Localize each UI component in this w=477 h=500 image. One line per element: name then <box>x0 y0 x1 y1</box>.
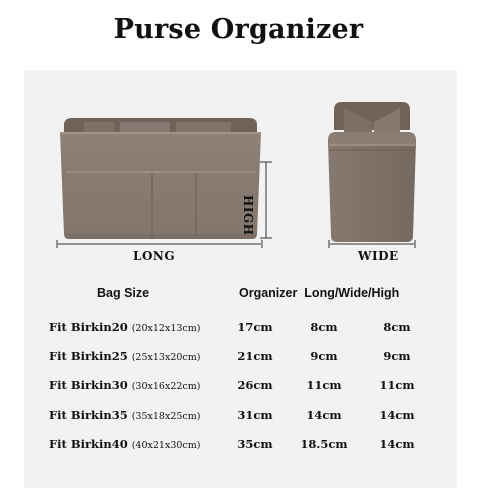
organizer-wide: 11cm <box>306 378 342 392</box>
organizer-wide: 18.5cm <box>300 437 348 451</box>
organizer-long: 17cm <box>237 320 273 334</box>
table-row <box>24 437 457 457</box>
organizer-wide: 8cm <box>310 320 338 334</box>
organizer-high: 14cm <box>379 437 415 451</box>
table-row <box>24 320 457 340</box>
table-row <box>24 349 457 369</box>
organizer-high: 8cm <box>383 320 411 334</box>
organizer-wide: 14cm <box>306 408 342 422</box>
organizer-high: 11cm <box>379 378 415 392</box>
wide-organizer-image <box>328 102 416 248</box>
organizer-long: 35cm <box>237 437 273 451</box>
page-title: Purse Organizer <box>113 14 364 45</box>
organizer-long: 21cm <box>237 349 273 363</box>
bag-name: Fit Birkin20 (20x12x13cm) <box>49 320 201 334</box>
organizer-wide: 9cm <box>310 349 338 363</box>
bag-name: Fit Birkin40 (40x21x30cm) <box>49 437 201 451</box>
bag-dimensions: (25x13x20cm) <box>131 352 201 363</box>
bag-dimensions: (35x18x25cm) <box>131 411 201 422</box>
long-organizer-image <box>57 118 272 248</box>
organizer-high: 9cm <box>383 349 411 363</box>
bag-dimensions: (40x21x30cm) <box>131 440 201 451</box>
header-bag-size: Bag Size <box>97 286 150 300</box>
wide-dimension-label: WIDE <box>358 249 399 263</box>
long-dimension-label: LONG <box>133 249 176 263</box>
organizer-long: 26cm <box>237 378 273 392</box>
table-row <box>24 378 457 398</box>
organizer-long: 31cm <box>237 408 273 422</box>
organizer-photo <box>24 70 457 270</box>
bag-name: Fit Birkin25 (25x13x20cm) <box>49 349 201 363</box>
bag-name: Fit Birkin35 (35x18x25cm) <box>49 408 201 422</box>
table-row <box>24 408 457 428</box>
bag-name: Fit Birkin30 (30x16x22cm) <box>49 378 201 392</box>
header-organizer-dimensions: Organizer Long/Wide/High <box>239 286 400 300</box>
organizer-high: 14cm <box>379 408 415 422</box>
bag-dimensions: (20x12x13cm) <box>131 323 201 334</box>
bag-dimensions: (30x16x22cm) <box>131 381 201 392</box>
high-dimension-label: HIGH <box>241 195 255 236</box>
